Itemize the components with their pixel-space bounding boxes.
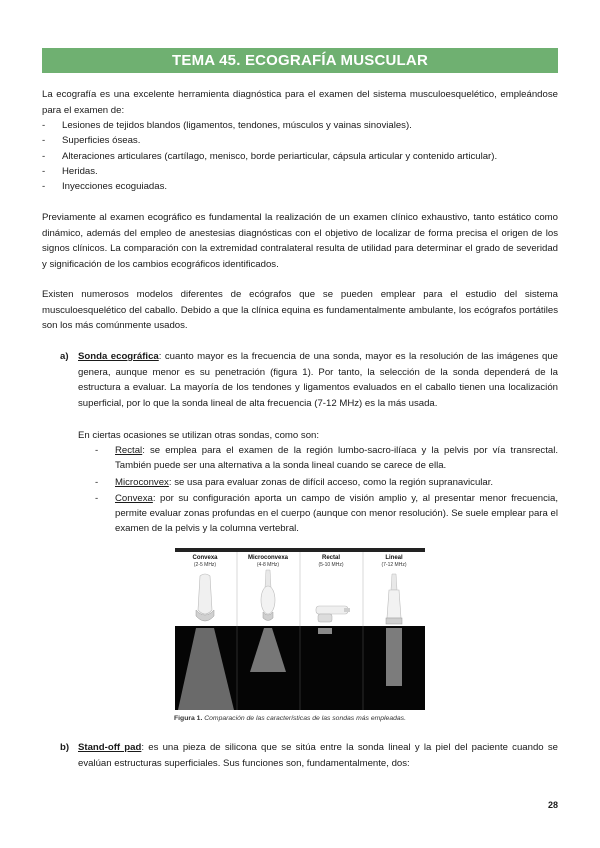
list-item: - Superficies óseas. xyxy=(42,135,141,147)
section-text: : es una pieza de silicona que se sitúa entre la sonda lineal y la piel del paciente cuando se evalúan estructuras superficiales. Sus funciones son, fundamentalmente, dos: xyxy=(78,742,558,769)
section-letter: b) xyxy=(60,742,70,753)
intro-paragraph: La ecografía es una excelente herramienta diagnóstica para el examen del sistema musculoesquelético, empleándose para el examen de: xyxy=(42,89,558,116)
probe-freq-microconvexa: (4-8 MHz) xyxy=(256,562,280,568)
ultrasound-models-paragraph: Existen numerosos modelos diferentes de ecógrafos que se pueden emplear para el estudio del sistema musculoesquelético del caballo. Debido a que la clínica equina es fundamentalmente ambulante, los ecógrafos portátiles son los más comúnmente usados. xyxy=(42,289,558,331)
page-title: TEMA 45. ECOGRAFÍA MUSCULAR xyxy=(42,48,558,73)
list-item: - Rectal: se emplea para el examen de la región lumbo-sacro-ilíaca y la pelvis por vía transrectal. También puede ser una alternativa a la sonda lineal cuando se carece de ella. xyxy=(95,445,558,472)
section-b xyxy=(60,740,558,771)
list-item: - Inyecciones ecoguiadas. xyxy=(42,181,168,193)
list-item: - Heridas. xyxy=(42,165,98,177)
probe-name-rectal: Rectal xyxy=(321,555,341,561)
page-number: 28 xyxy=(547,800,558,810)
probe-name-lineal: Lineal xyxy=(385,555,403,561)
probe-freq-convexa: (2-5 MHz) xyxy=(193,562,217,568)
section-term: Stand-off pad xyxy=(78,742,142,753)
list-item: - Convexa: por su configuración aporta un campo de visión amplio y, al presentar menor frecuencia, permite evaluar zonas profundas en el cuerpo (aunque con menor resolución). Se suele emplear para el examen de la pelvis y la columna vertebral. xyxy=(95,492,558,535)
clinical-exam-paragraph: Previamente al examen ecográfico es fundamental la realización de un examen clínico exhaustivo, tanto estático como dinámico, además del empleo de anestesias diagnósticas con el objetivo de localizar de forma precisa el origen de los signos clínicos. La comparación con la extremidad contralateral resulta de utilidad para determinar el grado de severidad y significación de los cambios ecográficos identificados. xyxy=(42,212,558,270)
intro-list xyxy=(42,118,558,194)
linear-beam xyxy=(386,628,402,686)
rectal-beam xyxy=(318,628,332,634)
figure-caption: Figura 1. Comparación de las características de las sondas más empleadas. xyxy=(174,715,406,722)
probe-freq-rectal: (5-10 MHz) xyxy=(318,562,344,568)
probe-comparison-figure xyxy=(174,548,426,710)
list-item: - Lesiones de tejidos blandos (ligamentos, tendones, músculos y vainas sinoviales). xyxy=(42,120,412,131)
probe-name-microconvexa: Microconvexa xyxy=(247,555,289,561)
section-term: Sonda ecográfica xyxy=(78,351,159,362)
probe-name-convexa: Convexa xyxy=(192,555,218,561)
probes-intro: En ciertas ocasiones se utilizan otras sondas, como son: xyxy=(78,430,320,441)
probe-freq-lineal: (7-12 MHz) xyxy=(381,562,407,568)
section-letter: a) xyxy=(60,351,69,362)
list-item: - Alteraciones articulares (cartílago, menisco, borde periarticular, cápsula articular y contenido articular). xyxy=(42,150,498,162)
probes-list xyxy=(95,443,558,538)
section-text: : cuanto mayor es la frecuencia de una sonda, mayor es la resolución de las imágenes que genera, aunque menor es su penetración (figura 1). Por tanto, la selección de la sonda dependerá de la estructura a evaluar. La mayoría de los tendones y ligamentos evaluados en el caballo tienen una localización superficial, por lo que la sonda lineal de alta frecuencia (7-12 MHz) es la más usada. xyxy=(78,351,558,409)
list-item: - Microconvex: se usa para evaluar zonas de difícil acceso, como la región supranavicular. xyxy=(95,476,494,488)
section-a xyxy=(60,349,558,411)
